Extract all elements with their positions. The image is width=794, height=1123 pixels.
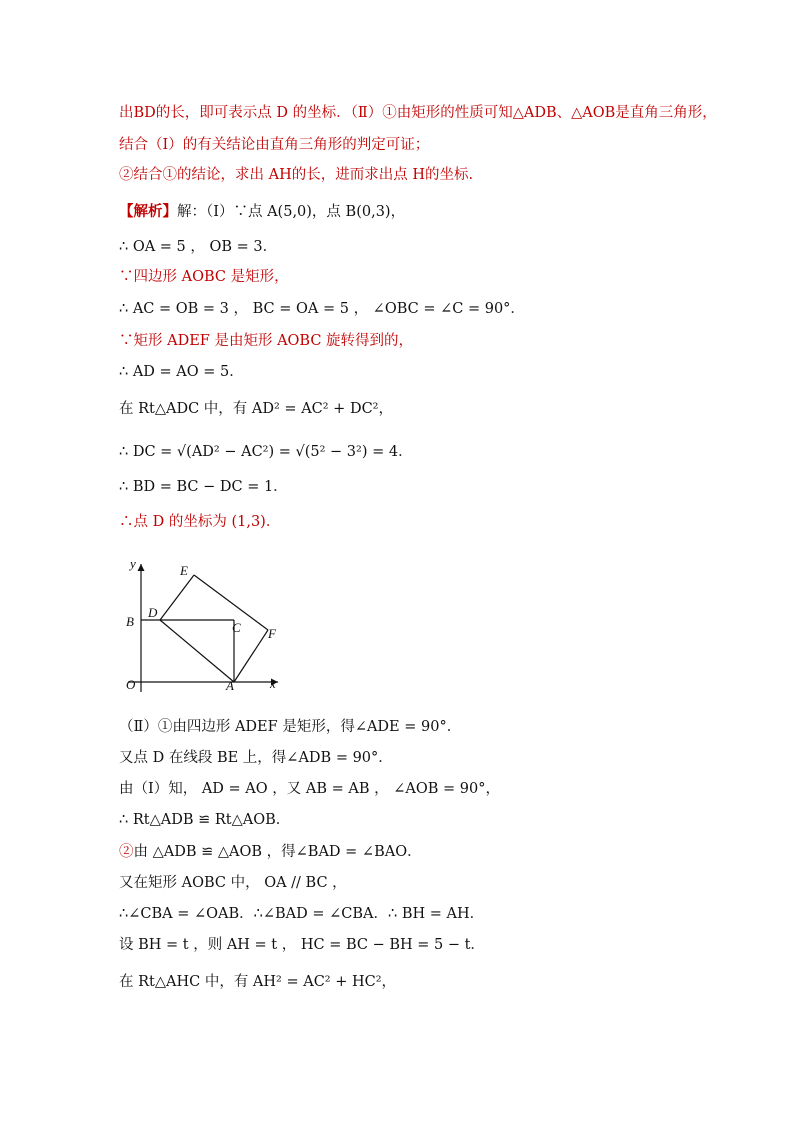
label-d: D [148,605,158,620]
part2-circled-2: ② [119,844,134,860]
part2-line-ade: （Ⅱ）①由四边形 ADEF 是矩形，得∠ADE = 90°． [119,719,462,735]
label-y: y [130,556,136,571]
part2-line-angle-bad [119,843,422,861]
part2-line-congruent: ∴ Rt△ADB ≌ Rt△AOB． [119,812,291,828]
part2-line-parallel: 又在矩形 AOBC 中， OA // BC ， [119,875,347,891]
solution-line-bd: ∴ BD = BC − DC = 1． [119,479,288,495]
label-e: E [180,563,188,578]
label-c: C [232,620,241,635]
part2-line-angle-bad-text: 由 △ADB ≌ △AOB ，得∠BAD = ∠BAO． [133,844,422,860]
solution-line-point-d: ∴点 D 的坐标为 (1,3)． [119,514,281,530]
analysis-line-1: 出BD的长，即可表示点 D 的坐标．（Ⅱ）①由矩形的性质可知△ADB、△AOB是直角三角形， [119,105,717,121]
analysis-line-3: ②结合①的结论，求出 AH的长，进而求出点 H的坐标. [119,167,474,183]
label-o: O [126,677,136,692]
solution-line-pythagoras: 在 Rt△ADC 中，有 AD² = AC² + DC²， [119,401,393,417]
solution-line-rotation: ∵矩形 ADEF 是由矩形 AOBC 旋转得到的， [119,333,414,349]
solution-header-text: 解：（Ⅰ）∵点 A(5,0)，点 B(0,3)， [177,204,406,220]
label-f: F [268,626,276,641]
analysis-line-2: 结合（Ⅰ）的有关结论由直角三角形的判定可证； [119,137,430,153]
solution-line-ac-bc: ∴ AC = OB = 3 ， BC = OA = 5 ， ∠OBC = ∠C = 90°． [119,301,525,317]
label-b: B [126,614,134,629]
solution-line-dc: ∴ DC = √(AD² − AC²) = √(5² − 3²) = 4． [119,444,413,460]
solution-line-rectangle: ∵四边形 AOBC 是矩形， [119,269,289,285]
part2-line-known: 由（Ⅰ）知， AD = AO ，又 AB = AB ， ∠AOB = 90°， [119,781,500,797]
geometry-figure [118,556,288,696]
part2-line-let-t: 设 BH = t ，则 AH = t ， HC = BC − BH = 5 − t． [119,937,485,953]
solution-header-label: 【解析】 [119,203,177,220]
solution-line-ad-ao: ∴ AD = AO = 5． [119,364,244,380]
segment-ef [194,575,268,630]
solution-line-oa-ob: ∴ OA = 5 ， OB = 3． [119,239,278,255]
segment-fa [234,630,268,682]
solution-header-line [119,203,405,221]
label-x: x [270,676,276,691]
part2-line-bh-ah: ∴∠CBA = ∠OAB．∴∠BAD = ∠CBA．∴ BH = AH． [119,906,485,922]
label-a: A [226,678,234,693]
part2-line-adb: 又点 D 在线段 BE 上，得∠ADB = 90°． [119,750,393,766]
segment-de [160,575,194,620]
segment-ad [160,620,234,682]
part2-line-ahc: 在 Rt△AHC 中，有 AH² = AC² + HC²， [119,974,397,990]
